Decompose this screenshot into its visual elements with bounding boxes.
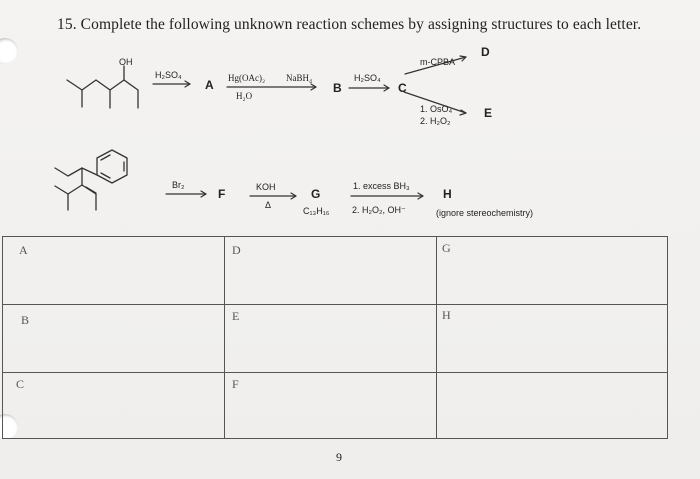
product-d-label: D xyxy=(481,45,490,59)
product-b-label: B xyxy=(333,81,342,95)
reagent-hgoac2: Hg(OAc)₂ xyxy=(228,73,266,83)
cell-b-label: B xyxy=(21,313,30,327)
reagent-mcpba: m-CPBA xyxy=(420,57,456,67)
reagent-h2o: H₂O xyxy=(236,91,253,101)
cell-a-label: A xyxy=(19,243,28,257)
cell-g-label: G xyxy=(442,241,451,255)
reagent-heat: Δ xyxy=(265,200,272,210)
cell-h-label: H xyxy=(442,308,451,322)
cell-c-label: C xyxy=(16,377,25,391)
reagent-h2so4-1: H₂SO₄ xyxy=(155,70,182,80)
product-f-label: F xyxy=(218,187,226,201)
oh-label: OH xyxy=(119,57,133,67)
stereochemistry-note: (ignore stereochemistry) xyxy=(436,208,534,218)
reagent-oso4: 1. OsO₄ xyxy=(420,104,453,114)
product-e-label: E xyxy=(484,106,493,120)
reagent-h2o2: 2. H₂O₂ xyxy=(420,116,451,126)
reagent-excess-bh3: 1. excess BH₃ xyxy=(353,181,410,191)
formula-g: C₁₃H₁₆ xyxy=(303,206,330,216)
cell-e-label: E xyxy=(232,309,240,323)
reagent-h2so4-2: H₂SO₄ xyxy=(354,73,381,83)
product-g-label: G xyxy=(311,187,321,201)
reagent-h2o2-oh: 2. H₂O₂, OH⁻ xyxy=(352,205,406,215)
reagent-koh: KOH xyxy=(256,182,276,192)
reagent-br2: Br₂ xyxy=(172,180,185,190)
cell-d-label: D xyxy=(232,243,241,257)
page-number: 9 xyxy=(336,450,342,464)
cell-f-label: F xyxy=(232,377,239,391)
product-a-label: A xyxy=(205,78,214,92)
question-text: 15. Complete the following unknown reaction schemes by assigning structures to each letter. xyxy=(57,16,642,33)
reagent-nabh4: NaBH₄ xyxy=(286,73,313,83)
product-h-label: H xyxy=(443,187,452,201)
product-c-label: C xyxy=(398,81,407,95)
